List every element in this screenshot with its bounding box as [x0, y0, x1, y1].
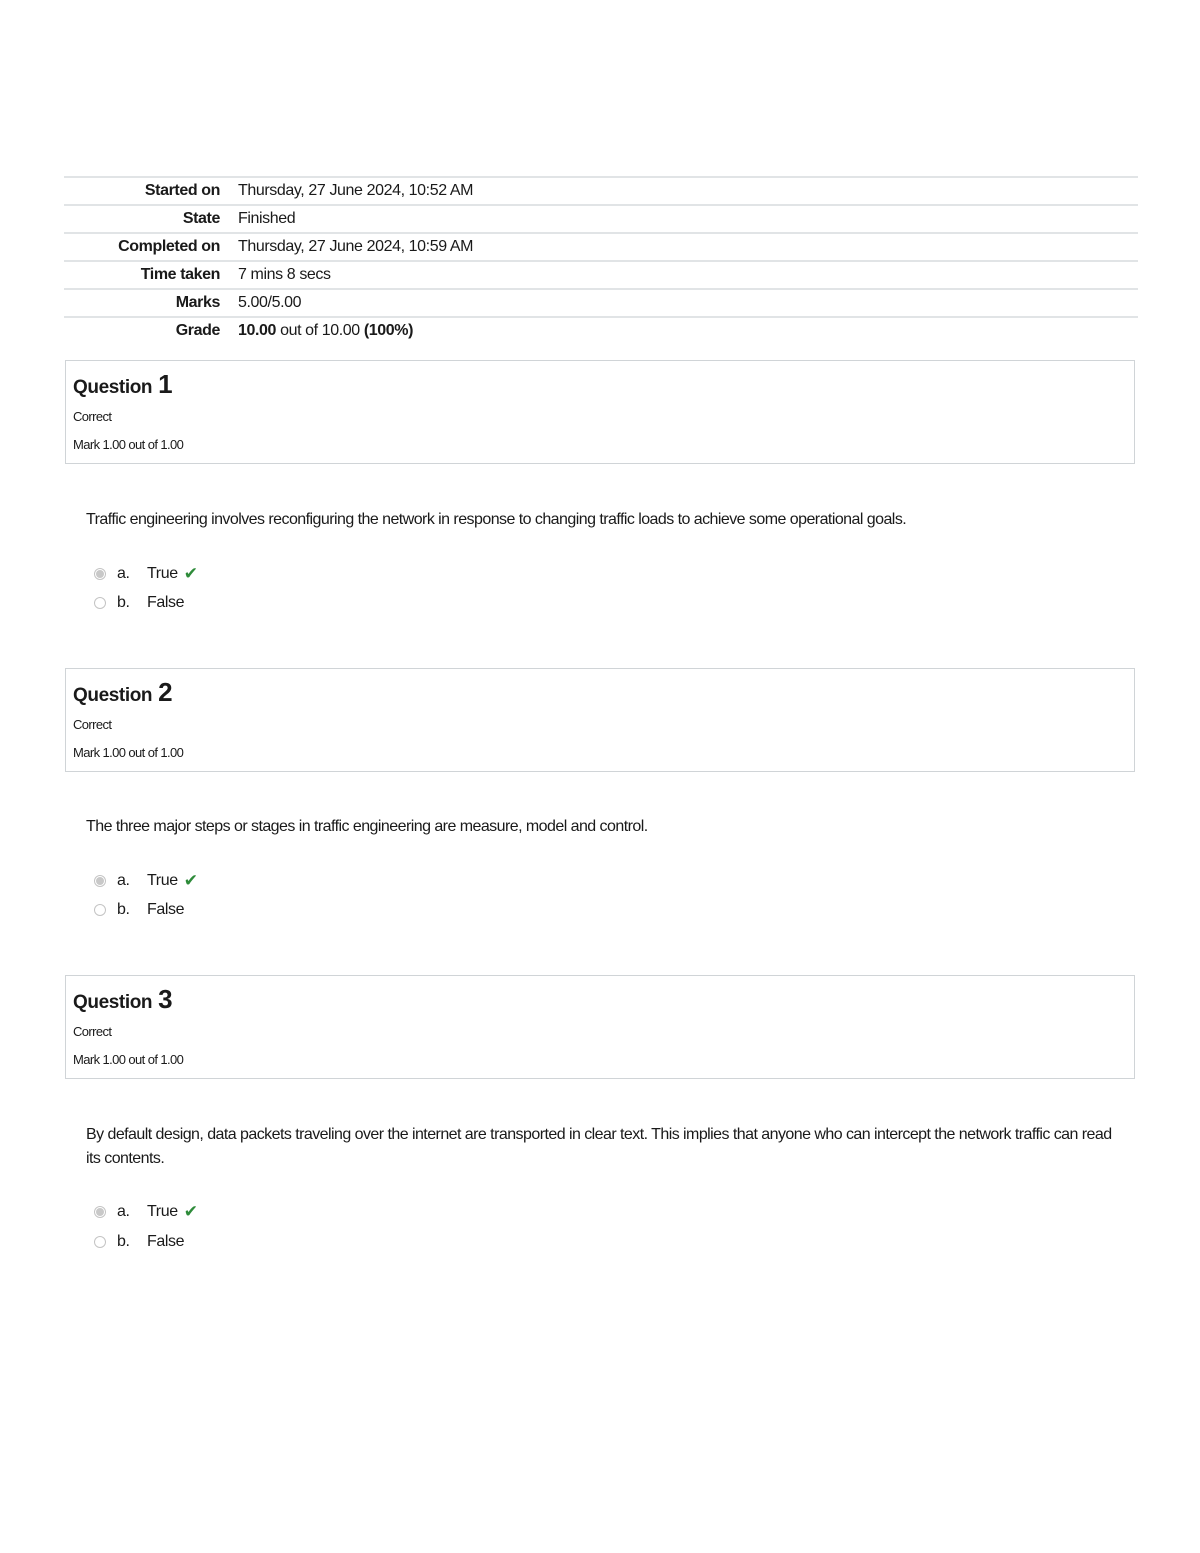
- answer-option[interactable]: [94, 1200, 198, 1224]
- question-state: Correct: [73, 717, 112, 732]
- summary-value: [238, 317, 1138, 344]
- radio-button[interactable]: [94, 904, 106, 916]
- question-title: [73, 369, 172, 400]
- summary-row-started: [64, 177, 1138, 205]
- answer-option[interactable]: [94, 591, 184, 615]
- question-state: Correct: [73, 1024, 112, 1039]
- question-title: [73, 677, 172, 708]
- answer-letter: a.: [117, 565, 130, 582]
- answer-label: True: [147, 1203, 178, 1220]
- radio-button[interactable]: [94, 1206, 106, 1218]
- question-grade: Mark 1.00 out of 1.00: [73, 437, 184, 452]
- radio-button[interactable]: [94, 875, 106, 887]
- question-grade: Mark 1.00 out of 1.00: [73, 745, 184, 760]
- question-info-1: [65, 360, 1135, 464]
- question-grade: Mark 1.00 out of 1.00: [73, 1052, 184, 1067]
- summary-value: 5.00/5.00: [238, 294, 302, 311]
- answer-label: False: [147, 1233, 185, 1250]
- question-number: 2: [158, 677, 173, 707]
- question-state: Correct: [73, 409, 112, 424]
- question-label: Question: [73, 992, 153, 1013]
- answer-letter: b.: [117, 1233, 130, 1250]
- answer-option[interactable]: [94, 1230, 184, 1254]
- quiz-summary-table: [64, 176, 1138, 344]
- answer-letter: b.: [117, 594, 130, 611]
- summary-value: Finished: [238, 210, 296, 227]
- question-number: 3: [158, 984, 173, 1014]
- answer-letter: a.: [117, 872, 130, 889]
- question-info-3: [65, 975, 1135, 1079]
- radio-button[interactable]: [94, 597, 106, 609]
- answer-label: False: [147, 901, 185, 918]
- question-title: [73, 984, 172, 1015]
- answer-label: True: [147, 565, 178, 582]
- summary-row-marks: [64, 289, 1138, 317]
- summary-label: Time taken: [140, 266, 220, 283]
- question-number: 1: [158, 369, 173, 399]
- radio-button[interactable]: [94, 1236, 106, 1248]
- question-text: By default design, data packets traveling over the internet are transported in clear text. This implies that anyone who can intercept the network traffic can read its contents.: [86, 1126, 1112, 1167]
- answer-option[interactable]: [94, 898, 184, 922]
- question-text: The three major steps or stages in traffic engineering are measure, model and control.: [86, 818, 648, 835]
- question-label: Question: [73, 377, 153, 398]
- summary-label: Grade: [175, 322, 220, 339]
- summary-label: Completed on: [118, 238, 220, 255]
- question-info-2: [65, 668, 1135, 772]
- radio-button[interactable]: [94, 568, 106, 580]
- answer-label: False: [147, 594, 185, 611]
- answer-label: True: [147, 872, 178, 889]
- question-text: Traffic engineering involves reconfiguring the network in response to changing traffic loads to achieve some operational goals.: [86, 511, 907, 528]
- answer-option[interactable]: [94, 869, 198, 893]
- summary-value: Thursday, 27 June 2024, 10:52 AM: [238, 182, 474, 199]
- grade-out-of: out of 10.00: [276, 322, 364, 339]
- summary-row-state: [64, 205, 1138, 233]
- check-icon: ✔: [183, 1202, 198, 1221]
- summary-label: State: [182, 210, 220, 227]
- summary-row-grade: [64, 317, 1138, 344]
- grade-value: 10.00: [238, 322, 277, 339]
- answer-letter: a.: [117, 1203, 130, 1220]
- answer-letter: b.: [117, 901, 130, 918]
- question-label: Question: [73, 685, 153, 706]
- answer-option[interactable]: [94, 562, 198, 586]
- grade-percent: (100%): [363, 322, 414, 339]
- summary-row-completed: [64, 233, 1138, 261]
- summary-label: Marks: [175, 294, 220, 311]
- summary-value: 7 mins 8 secs: [238, 266, 331, 283]
- check-icon: ✔: [183, 564, 198, 583]
- summary-row-time-taken: [64, 261, 1138, 289]
- summary-value: Thursday, 27 June 2024, 10:59 AM: [238, 238, 474, 255]
- check-icon: ✔: [183, 871, 198, 890]
- summary-label: Started on: [144, 182, 220, 199]
